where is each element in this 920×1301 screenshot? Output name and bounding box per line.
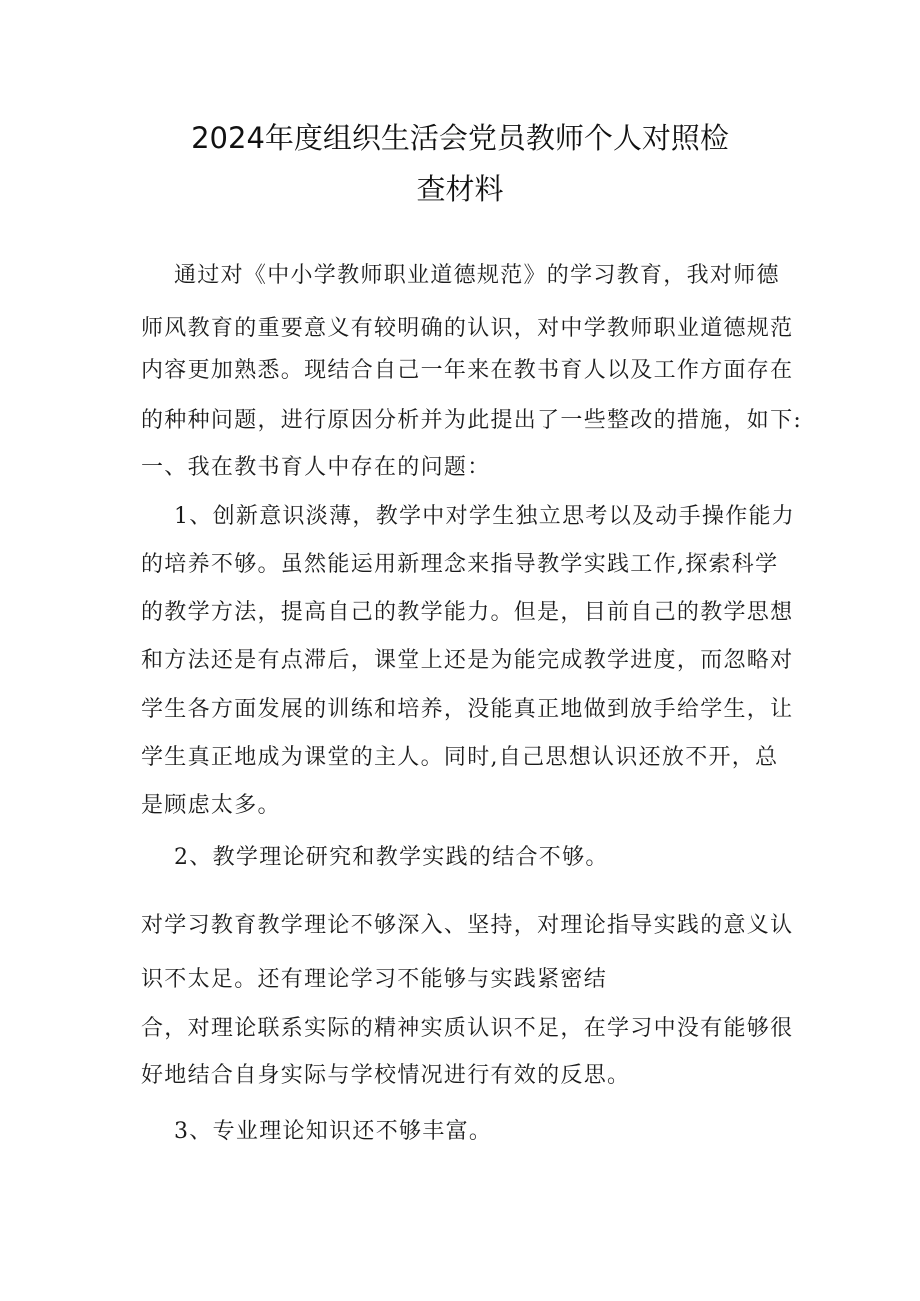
item-2-heading: 2、教学理论研究和教学实践的结合不够。 bbox=[174, 845, 609, 870]
item-2-line-3: 合，对理论联系实际的精神实质认识不足，在学习中没有能够很 bbox=[141, 1016, 794, 1041]
document-title-line-1: 2024年度组织生活会党员教师个人对照检 bbox=[191, 121, 729, 155]
paragraph-intro-line-2: 师风教育的重要意义有较明确的认识，对中学教师职业道德规范 bbox=[141, 316, 794, 341]
item-2-line-2: 识不太足。还有理论学习不能够与实践紧密结 bbox=[141, 967, 608, 992]
paragraph-intro-line-4: 的种种问题，进行原因分析并为此提出了一些整改的措施，如下: bbox=[141, 408, 803, 433]
item-1-line-7: 是顾虑太多。 bbox=[141, 793, 281, 818]
paragraph-intro-line-3: 内容更加熟悉。现结合自己一年来在教书育人以及工作方面存在 bbox=[141, 358, 794, 383]
item-1-line-1: 1、创新意识淡薄，教学中对学生独立思考以及动手操作能力 bbox=[174, 504, 796, 529]
item-2-line-1: 对学习教育教学理论不够深入、坚持，对理论指导实践的意义认 bbox=[141, 913, 794, 938]
item-1-line-3: 的教学方法，提高自己的教学能力。但是，目前自己的教学思想 bbox=[141, 600, 794, 625]
paragraph-intro-line-1: 通过对《中小学教师职业道德规范》的学习教育，我对师德 bbox=[174, 263, 780, 288]
item-1-line-5: 学生各方面发展的训练和培养，没能真正地做到放手给学生，让 bbox=[141, 697, 794, 722]
section-heading-problems: 一、我在教书育人中存在的问题： bbox=[141, 455, 491, 480]
item-1-line-2: 的培养不够。虽然能运用新理念来指导教学实践工作,探索科学 bbox=[141, 552, 779, 577]
item-1-line-4: 和方法还是有点滞后，课堂上还是为能完成教学进度，而忽略对 bbox=[141, 648, 794, 673]
item-2-line-4: 好地结合自身实际与学校情况进行有效的反思。 bbox=[141, 1063, 631, 1088]
document-title-line-2: 查材料 bbox=[416, 172, 504, 206]
item-1-line-6: 学生真正地成为课堂的主人。同时,自己思想认识还放不开，总 bbox=[141, 745, 779, 770]
item-3-heading: 3、专业理论知识还不够丰富。 bbox=[174, 1119, 493, 1144]
